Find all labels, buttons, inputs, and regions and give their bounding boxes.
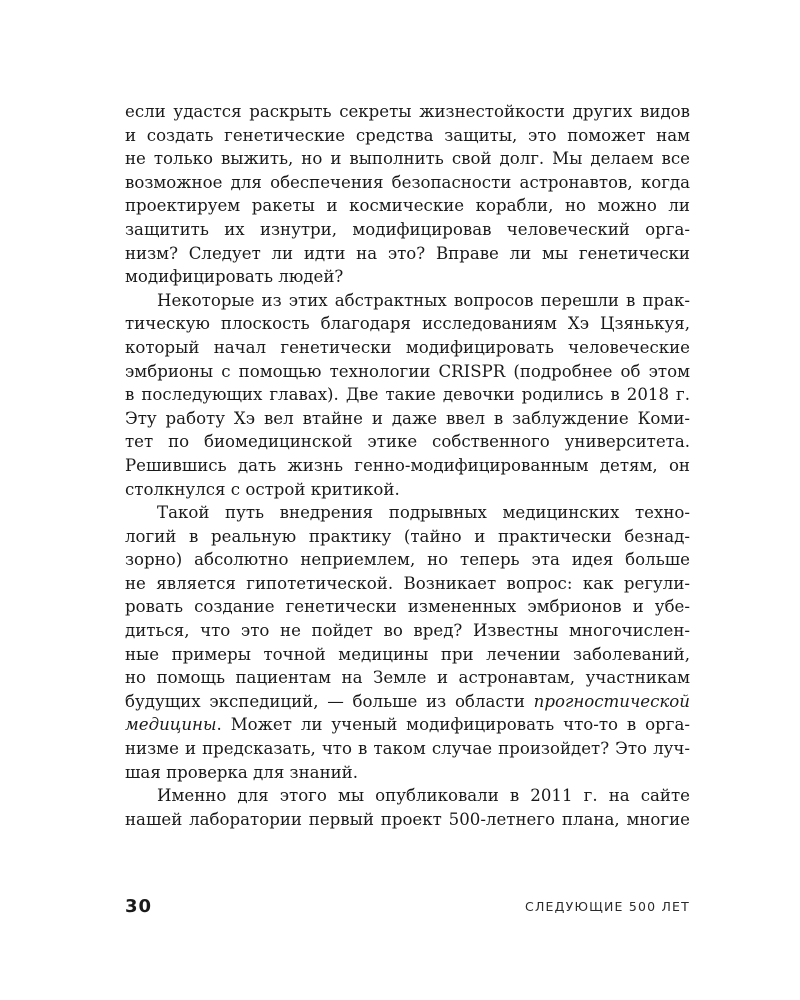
text-line [125, 242, 690, 266]
italic-text: прогностической [533, 691, 690, 711]
text-run: низм? Следует ли идти на это? Вправе ли мы генетически [125, 243, 690, 263]
text-run: диться, что это не пойдет во вред? Известны многочислен- [125, 621, 690, 641]
text-run: ные примеры точной медицины при лечении заболеваний, [125, 644, 690, 664]
text-run: не только выжить, но и выполнить свой долг. Мы делаем все [125, 149, 690, 169]
text-run: не является гипотетической. Возникает вопрос: как регули- [125, 573, 690, 593]
text-run: Решившись дать жизнь генно-модифицированным детям, он [125, 455, 690, 475]
paragraph [125, 100, 690, 289]
text-run: . Может ли ученый модифицировать что-то в орга- [216, 715, 690, 735]
page-body [125, 100, 690, 831]
text-run: защитить их изнутри, модифицировав человеческий орга- [125, 219, 690, 239]
page-footer [125, 896, 690, 920]
text-run: Именно для этого мы опубликовали в 2011 г. на сайте [157, 786, 690, 806]
text-line [125, 218, 690, 242]
text-line [125, 784, 690, 808]
text-run: шая проверка для знаний. [125, 762, 359, 782]
text-line [125, 666, 690, 690]
text-line [125, 478, 690, 502]
text-run: Некоторые из этих абстрактных вопросов перешли в прак- [157, 290, 690, 310]
text-line [125, 595, 690, 619]
text-line [125, 761, 690, 785]
text-run: в последующих главах). Две такие девочки родились в 2018 г. [125, 385, 690, 405]
text-run: зорно) абсолютно неприемлем, но теперь эта идея больше [125, 550, 690, 570]
text-line [125, 690, 690, 714]
text-run: нашей лаборатории первый проект 500-летнего плана, многие [125, 809, 690, 829]
text-run: ровать создание генетически измененных эмбрионов и убе- [125, 597, 690, 617]
text-run: тическую плоскость благодаря исследованиям Хэ Цзянькуя, [125, 314, 690, 334]
text-line [125, 100, 690, 124]
text-line [125, 713, 690, 737]
text-line [125, 312, 690, 336]
text-line [125, 525, 690, 549]
text-run: проектируем ракеты и космические корабли, но можно ли [125, 196, 690, 216]
text-run: если удастся раскрыть секреты жизнестойкости других видов [125, 102, 690, 121]
text-run: модифицировать людей? [125, 267, 344, 287]
text-run: будущих экспедиций, — больше из области [125, 691, 534, 711]
text-run: и создать генетические средства защиты, это поможет нам [125, 125, 690, 145]
text-line [125, 737, 690, 761]
text-line [125, 336, 690, 360]
text-line [125, 407, 690, 431]
text-line [125, 548, 690, 572]
text-run: эмбрионы с помощью технологии CRISPR (подробнее об этом [125, 361, 690, 381]
running-head: СЛЕДУЮЩИЕ 500 ЛЕТ [525, 899, 690, 914]
text-line [125, 454, 690, 478]
text-line [125, 643, 690, 667]
paragraph [125, 501, 690, 784]
text-run: столкнулся с острой критикой. [125, 479, 400, 499]
text-line [125, 124, 690, 148]
text-line [125, 808, 690, 832]
text-line [125, 194, 690, 218]
text-run: но помощь пациентам на Земле и астронавтам, участникам [125, 668, 690, 688]
paragraph [125, 289, 690, 501]
text-run: Такой путь внедрения подрывных медицинских техно- [157, 503, 690, 523]
text-run: логий в реальную практику (тайно и практически безнад- [125, 526, 690, 546]
text-run: который начал генетически модифицировать человеческие [125, 337, 690, 357]
text-line [125, 289, 690, 313]
text-run: низме и предсказать, что в таком случае произойдет? Это луч- [125, 739, 690, 759]
text-run: тет по биомедицинской этике собственного университета. [125, 432, 690, 452]
italic-text: медицины [125, 715, 217, 735]
text-line [125, 383, 690, 407]
text-line [125, 501, 690, 525]
text-line [125, 147, 690, 171]
text-run: возможное для обеспечения безопасности астронавтов, когда [125, 172, 690, 192]
paragraph [125, 784, 690, 831]
text-line [125, 360, 690, 384]
page-number: 30 [125, 896, 153, 917]
text-line [125, 619, 690, 643]
text-run: Эту работу Хэ вел втайне и даже ввел в заблуждение Коми- [125, 408, 690, 428]
text-line [125, 572, 690, 596]
text-line [125, 171, 690, 195]
text-line [125, 430, 690, 454]
text-line [125, 265, 690, 289]
